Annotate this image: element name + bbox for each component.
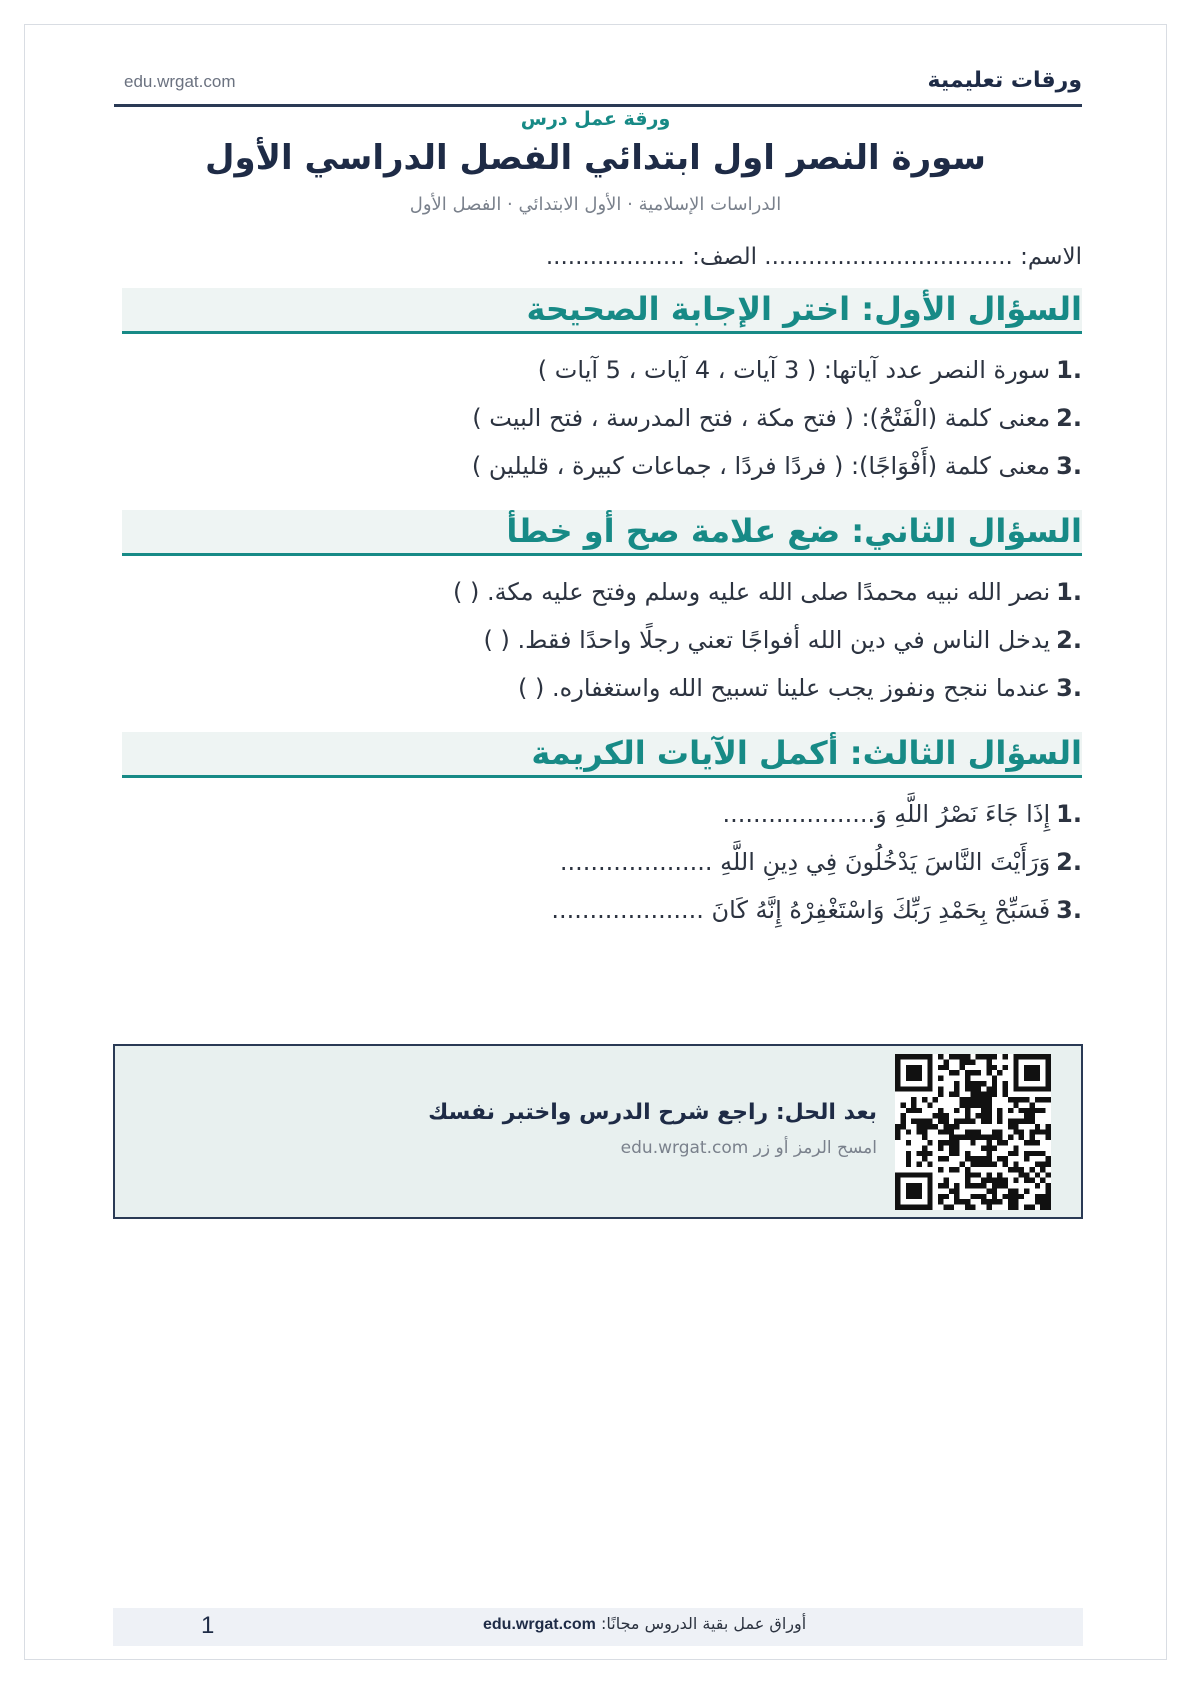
list-item [122, 346, 1082, 394]
footer-label: أوراق عمل بقية الدروس مجانًا: [601, 1614, 807, 1633]
item-number: 2. [1056, 404, 1082, 432]
page-number: 1 [201, 1612, 215, 1639]
after-solution-title: بعد الحل: راجع شرح الدرس واختبر نفسك [428, 1100, 877, 1125]
student-info-line: الاسم: .................................. الصف: ................... [545, 244, 1082, 270]
list-item [122, 790, 1082, 838]
qr-code-icon[interactable] [895, 1054, 1051, 1210]
question-list-1 [122, 346, 1082, 490]
section-heading-2 [122, 510, 1082, 556]
worksheet-kicker: ورقة عمل درس [520, 108, 671, 130]
item-number: 1. [1056, 578, 1082, 606]
list-item [122, 442, 1082, 490]
section-heading-text: السؤال الأول: اختر الإجابة الصحيحة [526, 290, 1082, 328]
list-item [122, 886, 1082, 934]
item-number: 3. [1056, 452, 1082, 480]
section-heading-text: السؤال الثاني: ضع علامة صح أو خطأ [506, 512, 1082, 550]
question-list-3 [122, 790, 1082, 934]
item-text: معنى كلمة (الْفَتْحُ): ( فتح مكة ، فتح المدرسة ، فتح البيت ) [472, 404, 1051, 432]
item-number: 3. [1056, 896, 1082, 924]
header-divider [114, 104, 1082, 107]
item-text: معنى كلمة (أَفْوَاجًا): ( فردًا فردًا ، جماعات كبيرة ، قليلين ) [471, 452, 1051, 480]
item-text: عندما ننجح ونفوز يجب علينا تسبيح الله واستغفاره. ( ) [518, 674, 1051, 702]
item-number: 1. [1056, 356, 1082, 384]
item-number: 3. [1056, 674, 1082, 702]
item-number: 1. [1056, 800, 1082, 828]
page-title: سورة النصر اول ابتدائي الفصل الدراسي الأول [205, 138, 986, 178]
page-header [114, 64, 1082, 106]
item-text: وَرَأَيْتَ النَّاسَ يَدْخُلُونَ فِي دِينِ اللَّهِ .................... [559, 848, 1051, 876]
list-item [122, 616, 1082, 664]
section-heading-3 [122, 732, 1082, 778]
item-text: نصر الله نبيه محمدًا صلى الله عليه وسلم وفتح عليه مكة. ( ) [452, 578, 1051, 606]
question-list-2 [122, 568, 1082, 712]
list-item [122, 568, 1082, 616]
after-solution-note: امسح الرمز أو زر edu.wrgat.com [620, 1138, 877, 1158]
section-heading-1 [122, 288, 1082, 334]
site-url-link[interactable]: edu.wrgat.com [124, 72, 236, 91]
list-item [122, 664, 1082, 712]
item-number: 2. [1056, 848, 1082, 876]
footer-text [483, 1614, 806, 1634]
item-text: إِذَا جَاءَ نَصْرُ اللَّهِ وَ.................... [722, 800, 1051, 828]
footer-url-link[interactable]: edu.wrgat.com [483, 1616, 596, 1633]
brand-title: ورقات تعليمية [927, 68, 1082, 93]
item-number: 2. [1056, 626, 1082, 654]
page-subtitle: الدراسات الإسلامية · الأول الابتدائي · الفصل الأول [409, 194, 782, 215]
section-heading-text: السؤال الثالث: أكمل الآيات الكريمة [531, 734, 1082, 772]
after-solution-box [113, 1044, 1083, 1219]
page-footer [113, 1608, 1083, 1646]
list-item [122, 838, 1082, 886]
list-item [122, 394, 1082, 442]
item-text: سورة النصر عدد آياتها: ( 3 آيات ، 4 آيات ، 5 آيات ) [537, 356, 1051, 384]
item-text: يدخل الناس في دين الله أفواجًا تعني رجلًا واحدًا فقط. ( ) [483, 626, 1051, 654]
item-text: فَسَبِّحْ بِحَمْدِ رَبِّكَ وَاسْتَغْفِرْهُ إِنَّهُ كَانَ .................... [551, 896, 1051, 924]
